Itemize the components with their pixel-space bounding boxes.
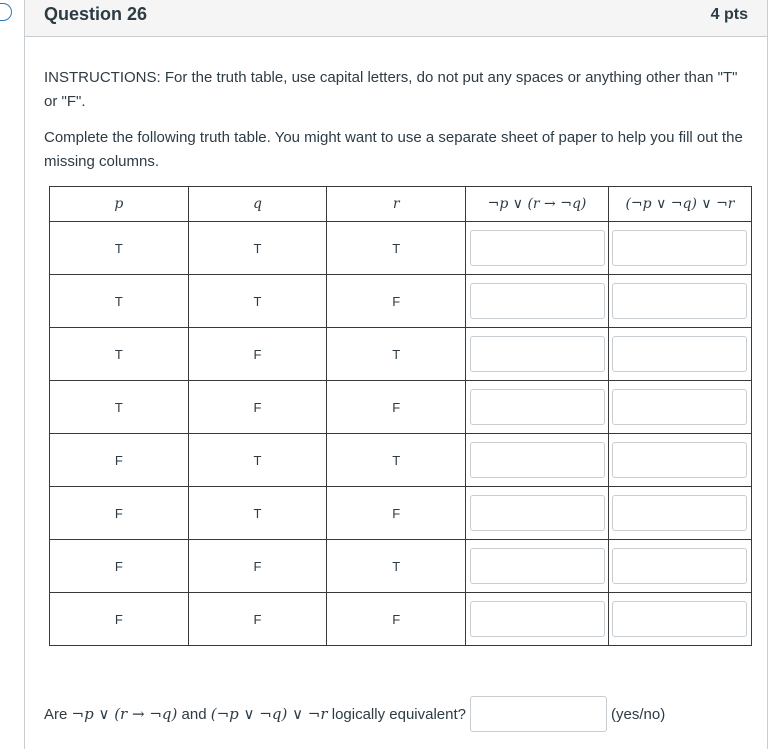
expr2-input-cell — [608, 381, 751, 434]
cell-q: F — [188, 540, 327, 593]
equivalence-mid: and — [181, 705, 207, 723]
expr2-input[interactable] — [612, 336, 747, 372]
expr2-input[interactable] — [612, 389, 747, 425]
expr2-input-cell — [608, 275, 751, 328]
expr1-input[interactable] — [470, 495, 605, 531]
instructions-text: INSTRUCTIONS: For the truth table, use capital letters, do not put any spaces or anything other than "T" or "F". — [44, 69, 738, 110]
expr1-input[interactable] — [470, 601, 605, 637]
question-body — [44, 66, 754, 174]
cell-q: F — [188, 593, 327, 646]
expr1-input-cell — [466, 275, 609, 328]
truth-table-header-row — [50, 187, 752, 222]
cell-p: F — [50, 487, 189, 540]
cell-r: F — [327, 487, 466, 540]
table-row — [50, 275, 752, 328]
equivalence-question — [44, 695, 665, 733]
truth-table — [49, 186, 752, 646]
expr2-input-cell — [608, 540, 751, 593]
cell-r: T — [327, 328, 466, 381]
question-title: Question 26 — [44, 4, 148, 24]
expr1-input-cell — [466, 328, 609, 381]
table-row — [50, 328, 752, 381]
expr2-input[interactable] — [612, 230, 747, 266]
expr1-input-cell — [466, 434, 609, 487]
expr2-input[interactable] — [612, 495, 747, 531]
expr2-input-cell — [608, 434, 751, 487]
truth-table-body — [50, 222, 752, 646]
cell-p: T — [50, 328, 189, 381]
expr1-input-cell — [466, 540, 609, 593]
question-header — [25, 0, 767, 37]
question-points: 4 pts — [710, 6, 748, 23]
prompt-text: Complete the following truth table. You might want to use a separate sheet of paper to help you fill out the missing columns. — [44, 129, 743, 170]
equivalence-prefix: Are — [44, 705, 68, 723]
expr2-input-cell — [608, 222, 751, 275]
table-row — [50, 381, 752, 434]
cell-q: F — [188, 328, 327, 381]
cell-r: T — [327, 434, 466, 487]
expr1-input[interactable] — [470, 283, 605, 319]
cell-r: F — [327, 593, 466, 646]
cell-p: T — [50, 222, 189, 275]
expr2-input[interactable] — [612, 548, 747, 584]
equivalence-expr2: (¬p ∨ ¬q) ∨ ¬r — [210, 705, 328, 723]
expr1-input-cell — [466, 593, 609, 646]
expr1-input-cell — [466, 487, 609, 540]
cell-q: T — [188, 434, 327, 487]
expr1-input[interactable] — [470, 389, 605, 425]
question-nav-marker[interactable] — [0, 3, 12, 21]
header-expr1: ¬p ∨ (r → ¬q) — [466, 187, 609, 222]
table-row — [50, 540, 752, 593]
equivalence-suffix: logically equivalent? — [331, 705, 466, 723]
cell-p: F — [50, 540, 189, 593]
expr2-input-cell — [608, 487, 751, 540]
cell-p: T — [50, 275, 189, 328]
expr1-input-cell — [466, 381, 609, 434]
expr1-input[interactable] — [470, 336, 605, 372]
cell-r: F — [327, 275, 466, 328]
table-row — [50, 434, 752, 487]
expr1-input[interactable] — [470, 442, 605, 478]
header-expr2: (¬p ∨ ¬q) ∨ ¬r — [608, 187, 751, 222]
header-p: p — [50, 187, 189, 222]
cell-p: F — [50, 434, 189, 487]
cell-p: T — [50, 381, 189, 434]
cell-r: F — [327, 381, 466, 434]
table-row — [50, 222, 752, 275]
cell-r: T — [327, 540, 466, 593]
expr2-input[interactable] — [612, 442, 747, 478]
expr2-input[interactable] — [612, 601, 747, 637]
cell-q: T — [188, 275, 327, 328]
cell-q: F — [188, 381, 327, 434]
expr2-input-cell — [608, 328, 751, 381]
equivalence-answer-input[interactable] — [470, 696, 607, 732]
expr1-input-cell — [466, 222, 609, 275]
equivalence-hint: (yes/no) — [611, 705, 666, 723]
header-q: q — [188, 187, 327, 222]
expr2-input-cell — [608, 593, 751, 646]
table-row — [50, 487, 752, 540]
cell-q: T — [188, 487, 327, 540]
equivalence-expr1: ¬p ∨ (r → ¬q) — [71, 705, 178, 723]
expr2-input[interactable] — [612, 283, 747, 319]
cell-r: T — [327, 222, 466, 275]
expr1-input[interactable] — [470, 548, 605, 584]
expr1-input[interactable] — [470, 230, 605, 266]
cell-q: T — [188, 222, 327, 275]
cell-p: F — [50, 593, 189, 646]
header-r: r — [327, 187, 466, 222]
table-row — [50, 593, 752, 646]
